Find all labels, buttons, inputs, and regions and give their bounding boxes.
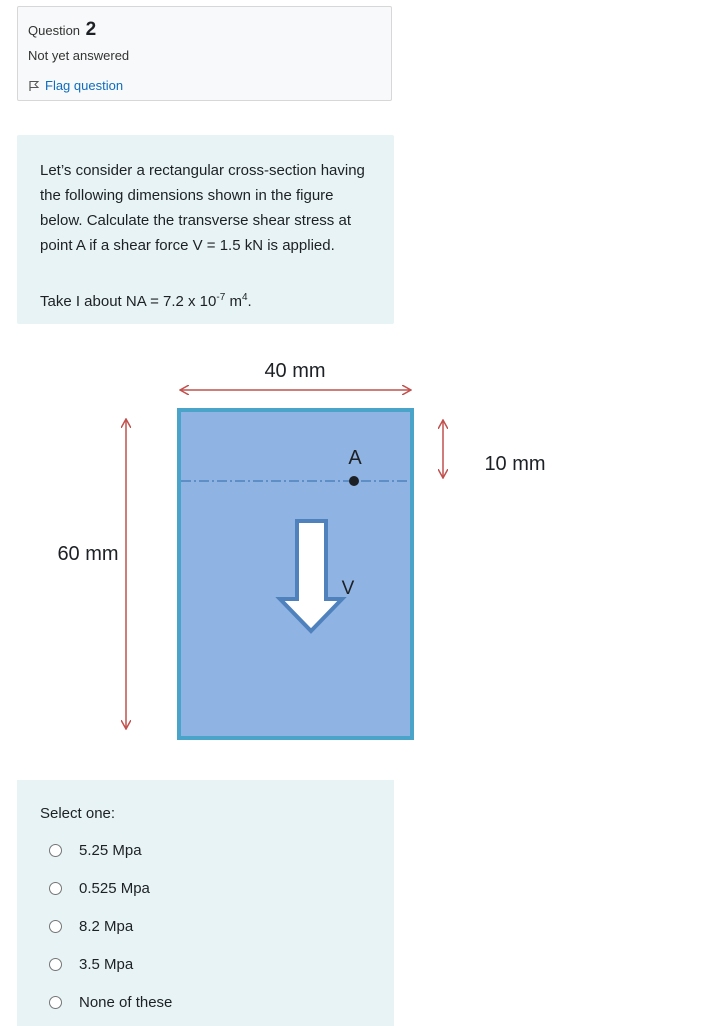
answer-option-label: 5.25 Mpa	[79, 842, 142, 859]
flag-question-label: Flag question	[45, 78, 124, 93]
select-one-prompt: Select one:	[40, 805, 116, 822]
note-prefix: Take I about NA = 7.2 x 10	[40, 293, 217, 310]
answer-radio-4[interactable]	[49, 958, 62, 971]
question-number: 2	[85, 19, 97, 40]
answer-option-label: 8.2 Mpa	[79, 918, 134, 935]
question-text: Let’s consider a rectangular cross-section having the following dimensions shown in the figure below. Calculate the transverse shear stress at point A if a shear force V = 1.5 kN is applied.	[40, 162, 365, 254]
answer-option-1[interactable]	[49, 842, 142, 859]
flag-question-link[interactable]	[28, 78, 123, 93]
answer-radio-1[interactable]	[49, 844, 62, 857]
point-a-label: A	[348, 447, 362, 469]
note-unit-exponent: 4	[241, 292, 248, 303]
question-text-panel	[17, 135, 394, 324]
answer-option-label: None of these	[79, 994, 173, 1011]
width-dimension-label: 40 mm	[264, 360, 326, 382]
flag-icon	[28, 80, 40, 92]
question-prefix: Question	[28, 23, 81, 38]
note-exponent: -7	[216, 292, 226, 303]
answer-radio-2[interactable]	[49, 882, 62, 895]
offset-dimension-label: 10 mm	[484, 453, 546, 475]
shear-force-label: V	[341, 578, 355, 599]
question-state: Not yet answered	[28, 48, 130, 63]
answer-option-3[interactable]	[49, 918, 133, 935]
question-info-panel	[17, 6, 392, 101]
note-suffix: .	[247, 293, 252, 310]
question-number-label	[28, 19, 96, 41]
answer-option-5[interactable]	[49, 994, 172, 1011]
answer-option-label: 0.525 Mpa	[79, 880, 150, 897]
note-unit: m	[225, 293, 242, 310]
cross-section-figure	[0, 324, 720, 780]
answer-radio-5[interactable]	[49, 996, 62, 1009]
point-a-marker	[349, 476, 359, 486]
answer-radio-3[interactable]	[49, 920, 62, 933]
moment-of-inertia-note	[40, 292, 252, 310]
height-dimension-label: 60 mm	[57, 543, 119, 565]
answer-option-label: 3.5 Mpa	[79, 956, 134, 973]
answer-option-2[interactable]	[49, 880, 150, 897]
answer-option-4[interactable]	[49, 956, 133, 973]
answer-panel	[17, 780, 394, 1026]
